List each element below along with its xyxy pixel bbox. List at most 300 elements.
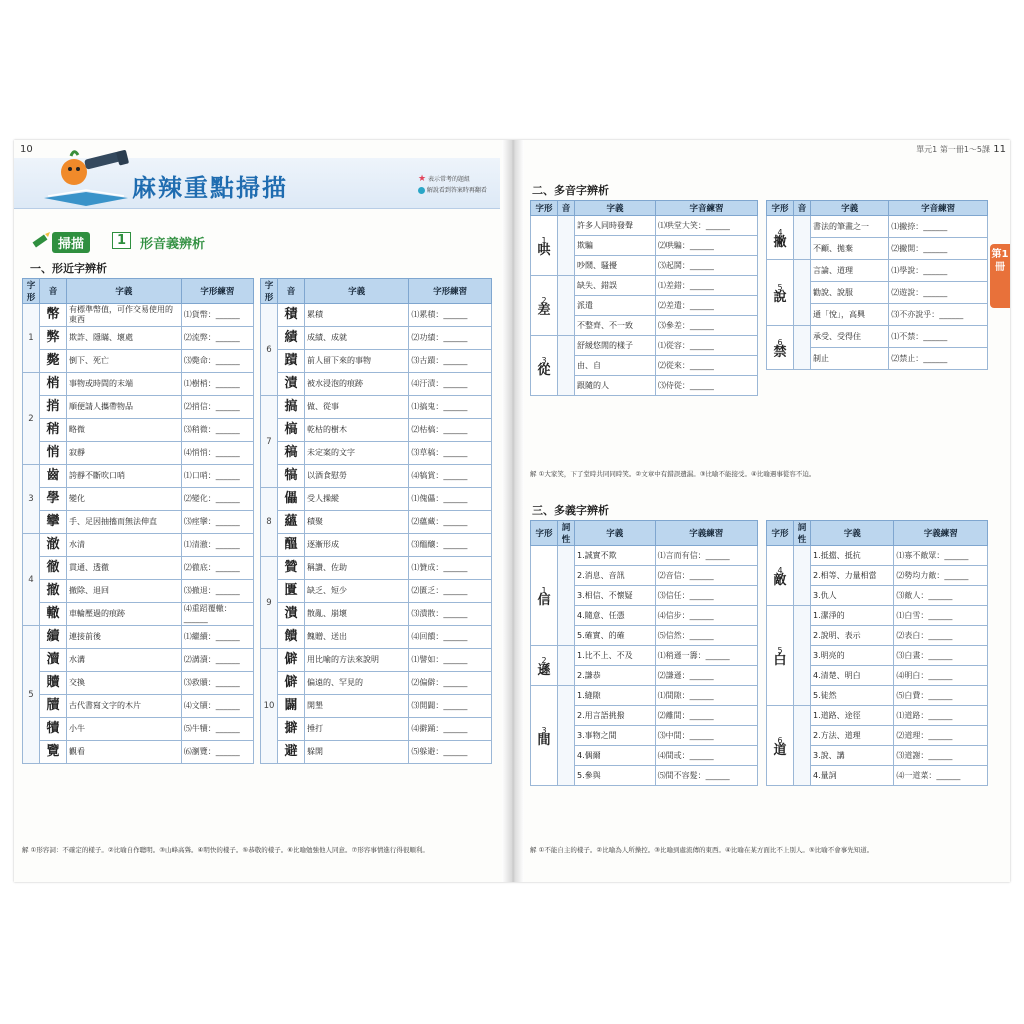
char-cell: 醞 [278,534,305,557]
table-row [261,695,492,718]
group-number: 9 [261,557,278,649]
left-page [14,140,502,882]
table-row [23,419,254,442]
table-row [261,741,492,764]
char-cell: 贊 [278,557,305,580]
meaning-cell: 言論、道理 [811,260,889,282]
table-row [23,488,254,511]
exercise-cell: ⑴間隙：______ [655,686,757,706]
exercise-cell: ⑴口哨：______ [181,465,253,488]
exercise-cell: ⑴稍遜一籌：______ [655,646,757,666]
table-row [767,606,988,626]
col-header: 字形 [261,279,278,304]
page-number-left: 10 [20,144,33,155]
exercise-cell: ⑶古蹟：______ [409,350,492,373]
meaning-cell: 撤除、退回 [67,580,182,603]
exercise-cell: ⑵捎信：______ [181,396,253,419]
meaning-cell: 連接前後 [67,626,182,649]
exercise-cell: ⑶開闢：______ [409,695,492,718]
table-row [23,718,254,741]
meaning-cell: 書法的筆畫之一 [811,216,889,238]
meaning-cell: 吵鬧、騷擾 [575,256,656,276]
meaning-cell: 1.縫隙 [575,686,656,706]
char-cell [767,260,794,326]
shape-table-1 [22,278,254,764]
char-cell [767,216,794,260]
char-cell: 績 [278,327,305,350]
char-cell: 饋 [278,626,305,649]
table-row [261,672,492,695]
exercise-cell: ⑸白費：______ [894,686,988,706]
exercise-cell: ⑵離間：______ [655,706,757,726]
char-cell: 儡 [278,488,305,511]
char-cell: 匱 [278,580,305,603]
group-number: 10 [261,649,278,764]
col-header: 字義 [67,279,182,304]
table-row [261,350,492,373]
meaning-cell: 交換 [67,672,182,695]
pos-cell [558,216,575,276]
meaning-cell: 不顧、拋棄 [811,238,889,260]
col-header: 字形 [767,201,794,216]
meaning-cell: 有標準幣值，可作交易使用的東西 [67,304,182,327]
meaning-cell: 不整齊、不一致 [575,316,656,336]
meaning-cell: 被水浸泡的痕跡 [305,373,409,396]
meaning-cell: 做、從事 [305,396,409,419]
char-glyph: 哄 [537,242,551,258]
char-cell: 捎 [40,396,67,419]
col-header: 詞性 [558,521,575,546]
col-header: 字音練習 [889,201,988,216]
meaning-cell: 躲開 [305,741,409,764]
meaning-cell: 稱讚、佐助 [305,557,409,580]
meaning-cell: 跟隨的人 [575,376,656,396]
table-row [23,396,254,419]
meaning-cell: 缺乏、短少 [305,580,409,603]
table-row [261,327,492,350]
exercise-cell: ⑷犒賞：______ [409,465,492,488]
col-header: 字義 [575,521,656,546]
exercise-cell: ⑶稍微：______ [181,419,253,442]
exercise-cell: ⑴不禁：______ [889,326,988,348]
exercise-cell: ⑴撇捺：______ [889,216,988,238]
char-cell [767,706,794,786]
meaning-cell: 3.相信、不懷疑 [575,586,656,606]
meaning-cell: 倒下、死亡 [67,350,182,373]
meaning-cell: 2.說明、表示 [811,626,894,646]
table-row [531,336,758,356]
exercise-cell: ⑶敵人：______ [894,586,988,606]
group-number: 6 [777,337,783,347]
shape-table-2 [260,278,492,764]
exercise-cell: ⑶參差：______ [655,316,757,336]
table-row [23,442,254,465]
meaning-cell: 缺失、錯誤 [575,276,656,296]
exercise-cell: ⑸躲避：______ [409,741,492,764]
table-row [23,695,254,718]
char-cell: 悄 [40,442,67,465]
exercise-cell: ⑶草稿：______ [409,442,492,465]
exercise-cell: ⑷悄悄：______ [181,442,253,465]
exercise-cell: ⑸牛犢：______ [181,718,253,741]
char-cell: 斃 [40,350,67,373]
char-cell [767,326,794,370]
col-header: 音 [558,201,575,216]
table-row [261,396,492,419]
char-glyph: 差 [537,302,551,318]
table-row [23,373,254,396]
char-cell: 瀆 [40,649,67,672]
exercise-cell: ⑴繼續：______ [181,626,253,649]
meaning-cell: 1.誠實不欺 [575,546,656,566]
meaning-cell: 觀看 [67,741,182,764]
meaning-cell: 水清 [67,534,182,557]
meaning-cell: 2.方法、道理 [811,726,894,746]
exercise-cell: ⑵遊說：______ [889,282,988,304]
char-cell: 蘊 [278,511,305,534]
exercise-cell: ⑶起鬨：______ [655,256,757,276]
table-row [767,326,988,348]
section-badge [30,230,208,252]
char-cell: 學 [40,488,67,511]
char-cell: 齒 [40,465,67,488]
pos-cell [558,546,575,646]
exercise-cell: ⑴學說：______ [889,260,988,282]
exercise-cell: ⑵禁止：______ [889,348,988,370]
table-row [531,276,758,296]
pos-cell [794,546,811,606]
col-header: 字形 [767,521,794,546]
meaning-cell: 累積 [305,304,409,327]
table-row [261,465,492,488]
char-cell: 稍 [40,419,67,442]
unit-label: 單元1 第一冊1～5課 [916,145,990,154]
char-cell: 僻 [278,649,305,672]
meaning-cell: 逐漸形成 [305,534,409,557]
group-number: 2 [23,373,40,465]
table-row [23,350,254,373]
group-number: 2 [541,295,547,305]
table-row [23,603,254,626]
meaning-cell: 2.用言語挑撥 [575,706,656,726]
col-header: 字形 [531,521,558,546]
table-row [261,442,492,465]
char-cell [531,336,558,396]
group-number: 3 [23,465,40,534]
mascot-telescope-icon [40,146,132,206]
table-row [261,603,492,626]
pos-cell [794,326,811,370]
table-row [531,216,758,236]
meaning-cell: 5.徒然 [811,686,894,706]
exercise-cell: ⑴搞鬼：______ [409,396,492,419]
exercise-cell: ⑶道謝：______ [894,746,988,766]
meaning-cell: 1.道路、途徑 [811,706,894,726]
table-row [261,488,492,511]
col-header: 字義練習 [894,521,988,546]
group-number: 5 [23,626,40,764]
table-row [23,327,254,350]
char-cell: 續 [40,626,67,649]
sound-table-2 [766,200,988,370]
group-number: 7 [261,396,278,488]
pos-cell [558,336,575,396]
pos-cell [558,686,575,786]
section-number: 1 [112,232,131,249]
exercise-cell: ⑷文牘：______ [181,695,253,718]
meaning-cell: 欺詐、隱瞞、壞處 [67,327,182,350]
exercise-cell: ⑶救贖：______ [181,672,253,695]
table-row [767,260,988,282]
col-header: 字義 [811,201,889,216]
char-cell: 撤 [40,580,67,603]
group-number: 1 [541,585,547,595]
meaning-cell: 成績、成就 [305,327,409,350]
meaning-cell: 5.參與 [575,766,656,786]
char-cell: 攣 [40,511,67,534]
section-title: 形音義辨析 [140,237,206,252]
book-gutter [502,140,524,882]
meaning-cell: 1.抵擋、抵抗 [811,546,894,566]
table-row [767,216,988,238]
char-cell [531,646,558,686]
exercise-cell: ⑷間或：______ [655,746,757,766]
exercise-cell: ⑷擗踊：______ [409,718,492,741]
table-row [261,718,492,741]
table-row [261,557,492,580]
table-row [261,534,492,557]
char-cell: 贖 [40,672,67,695]
char-cell: 僻 [278,672,305,695]
exercise-cell: ⑵枯槁：______ [409,419,492,442]
sound-table-1 [530,200,758,396]
table-row [531,686,758,706]
col-header: 字義 [575,201,656,216]
meaning-cell: 順便請人攜帶物品 [67,396,182,419]
char-cell: 稿 [278,442,305,465]
footnote-right: 解 ①不能自主的樣子。②比喻為人所操控。③比喻到處流傳的東西。④比喻在某方面比不上別人。⑤比喻不會事先知道。 [530,846,874,854]
table-row [531,546,758,566]
exercise-cell: ⑴贊成：______ [409,557,492,580]
char-glyph: 遜 [537,662,551,678]
exercise-cell: ⑵蘊藏：______ [409,511,492,534]
table-row [23,304,254,327]
meaning-cell: 通「悅」，高興 [811,304,889,326]
exercise-cell: ⑴樹梢：______ [181,373,253,396]
table-row [261,511,492,534]
char-cell: 覽 [40,741,67,764]
meaning-cell: 3.仇人 [811,586,894,606]
table-row [767,546,988,566]
char-cell: 潰 [278,603,305,626]
table-row [261,580,492,603]
exercise-cell: ⑴譬如：______ [409,649,492,672]
meaning-cell: 制止 [811,348,889,370]
meaning-cell: 派遣 [575,296,656,316]
exercise-cell: ⑶侍從：______ [655,376,757,396]
pos-cell [794,260,811,326]
meaning-cell: 2.消息、音訊 [575,566,656,586]
pencil-icon [30,230,52,252]
char-glyph: 從 [537,362,551,378]
meaning-cell: 1.比不上、不及 [575,646,656,666]
exercise-cell: ⑴言而有信：______ [655,546,757,566]
meaning-cell: 承受、受得住 [811,326,889,348]
col-header: 音 [278,279,305,304]
exercise-cell: ⑷信步：______ [655,606,757,626]
exercise-cell: ⑴清澈：______ [181,534,253,557]
exercise-cell: ⑶痙攣：______ [181,511,253,534]
table-row [23,672,254,695]
char-cell: 闢 [278,695,305,718]
exercise-cell: ⑶信任：______ [655,586,757,606]
col-header: 字義 [811,521,894,546]
meaning-cell: 乾枯的樹木 [305,419,409,442]
char-cell [531,686,558,786]
char-cell: 擗 [278,718,305,741]
exercise-cell: ⑵差遣：______ [655,296,757,316]
meaning-cell: 水溝 [67,649,182,672]
meaning-cell: 未定案的文字 [305,442,409,465]
page-title: 麻辣重點掃描 [132,174,288,202]
meaning-cell: 誇靜不斷吹口哨 [67,465,182,488]
group-number: 3 [541,355,547,365]
col-header: 詞性 [794,521,811,546]
col-header: 字音練習 [655,201,757,216]
meaning-cell: 寂靜 [67,442,182,465]
col-header: 音 [40,279,67,304]
exercise-cell: ⑶撤退：______ [181,580,253,603]
exercise-cell: ⑶不亦說乎：______ [889,304,988,326]
exercise-cell: ⑴白雪：______ [894,606,988,626]
exercise-cell: ⑶斃命：______ [181,350,253,373]
meaning-cell: 用比喻的方法來說明 [305,649,409,672]
exercise-cell: ⑵匱乏：______ [409,580,492,603]
group-number: 6 [777,735,783,745]
char-cell: 漬 [278,373,305,396]
meaning-cell: 古代書寫文字的木片 [67,695,182,718]
exercise-cell: ⑵音信：______ [655,566,757,586]
table-row [531,646,758,666]
exercise-cell: ⑵表白：______ [894,626,988,646]
meaning-cell: 4.偶爾 [575,746,656,766]
group-number: 2 [541,655,547,665]
exercise-cell: ⑷明白：______ [894,666,988,686]
table-row [261,649,492,672]
meaning-cell: 小牛 [67,718,182,741]
group-number: 4 [23,534,40,626]
group-number: 8 [261,488,278,557]
char-cell: 犢 [40,718,67,741]
char-cell: 澈 [40,534,67,557]
char-glyph: 信 [537,592,551,608]
col-header: 字義練習 [655,521,757,546]
pos-cell [558,276,575,336]
meaning-cell: 前人留下來的事物 [305,350,409,373]
exercise-cell: ⑴差錯：______ [655,276,757,296]
char-cell: 積 [278,304,305,327]
pos-cell [794,606,811,706]
char-cell: 梢 [40,373,67,396]
char-cell: 槁 [278,419,305,442]
char-cell: 徹 [40,557,67,580]
char-glyph: 撇 [773,234,787,250]
info-dot-icon [418,187,425,194]
char-cell: 牘 [40,695,67,718]
exercise-cell: ⑶中間：______ [655,726,757,746]
group-number: 1 [541,235,547,245]
exercise-cell: ⑵謙遜：______ [655,666,757,686]
meaning-cell: 捶打 [305,718,409,741]
table-row [23,557,254,580]
table-row [261,304,492,327]
pos-cell [794,706,811,786]
exercise-cell: ⑵勢均力敵：______ [894,566,988,586]
exercise-cell: ⑶白晝：______ [894,646,988,666]
exercise-cell: ⑵功績：______ [409,327,492,350]
meaning-cell: 以酒食慰勞 [305,465,409,488]
char-cell: 搞 [278,396,305,419]
meaning-cell: 車輪壓過的痕跡 [67,603,182,626]
meaning-cell: 4.清楚、明白 [811,666,894,686]
table-row [23,649,254,672]
footnote-left: 解 ①形容詞：不確定的樣子。②比喻自作聰明。③山峰高聳。④明快的樣子。⑤恭敬的樣子。⑥比喻勉強他人同意。⑦形容事情進行得很順利。 [22,846,429,854]
meaning-cell: 貫通、透徹 [67,557,182,580]
char-glyph: 間 [537,732,551,748]
group-number: 4 [777,565,783,575]
char-cell: 避 [278,741,305,764]
char-cell [531,216,558,276]
exercise-cell: ⑹瀏覽：______ [181,741,253,764]
right-page [524,140,1010,882]
table-row [261,626,492,649]
char-glyph: 敵 [773,572,787,588]
exercise-cell: ⑷重蹈覆轍：______ [181,603,253,626]
exercise-cell: ⑴哄堂大笑：______ [655,216,757,236]
exercise-cell: ⑶醞釀：______ [409,534,492,557]
meaning-cell: 手、足因抽搐而無法伸直 [67,511,182,534]
meaning-cell: 散亂、崩壞 [305,603,409,626]
exercise-cell: ⑷一道菜：______ [894,766,988,786]
col-header: 字義 [305,279,409,304]
note-right-1: 解 ①大家笑，下了堂時共同同時笑。②文章中有錯誤遺漏。③比喻不能接受。④比喻遇事從容不迫。 [530,470,816,478]
table-row [23,511,254,534]
exercise-cell: ⑴貨幣：______ [181,304,253,327]
side-tab[interactable]: 第1冊 [990,244,1010,308]
meaning-cell: 3.事物之間 [575,726,656,746]
exercise-cell: ⑸間不容髮：______ [655,766,757,786]
meaning-cell: 2.相等、力量相當 [811,566,894,586]
meaning-cell: 4.隨意、任憑 [575,606,656,626]
table-row [261,419,492,442]
meaning-cell: 3.說、講 [811,746,894,766]
col-header: 音 [794,201,811,216]
meaning-cell: 舒緩悠閒的樣子 [575,336,656,356]
char-cell: 幣 [40,304,67,327]
meaning-cell: 由、自 [575,356,656,376]
meaning-cell: 3.明亮的 [811,646,894,666]
meaning-table-1 [530,520,758,786]
table-row [767,706,988,726]
exercise-cell: ⑴累積：______ [409,304,492,327]
char-cell: 犒 [278,465,305,488]
meaning-cell: 開墾 [305,695,409,718]
char-glyph: 白 [773,652,787,668]
table-row [23,741,254,764]
exercise-cell: ⑵撇開：______ [889,238,988,260]
group-number: 6 [261,304,278,396]
exercise-cell: ⑷回饋：______ [409,626,492,649]
